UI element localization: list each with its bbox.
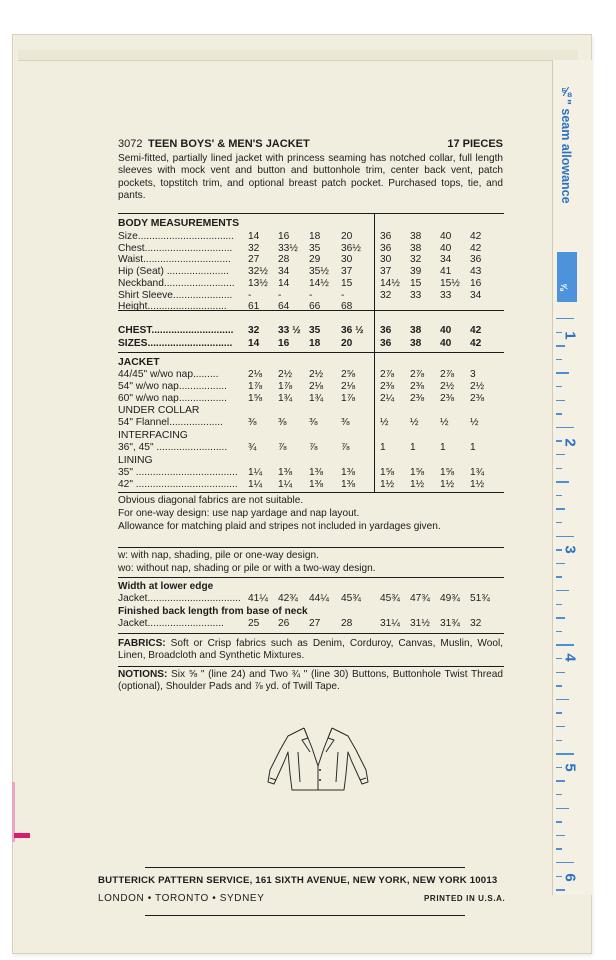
jacket-yardage-row bbox=[118, 381, 504, 393]
back-length-cell: 31½ bbox=[410, 618, 430, 629]
chest-sizes-cell: 20 bbox=[341, 337, 353, 349]
publisher-address: BUTTERICK PATTERN SERVICE, 161 SIXTH AVENUE, NEW YORK, NEW YORK 10013 bbox=[98, 875, 498, 886]
ruler-tick bbox=[556, 590, 569, 591]
jacket-yardage-cell: 2⅞ bbox=[410, 369, 425, 380]
under-collar-cell: ½ bbox=[470, 417, 479, 428]
ruler-tick bbox=[556, 712, 562, 713]
under-collar-row bbox=[118, 417, 504, 429]
body-measurement-cell: 38 bbox=[410, 242, 422, 254]
body-measurement-cell: 36½ bbox=[341, 242, 361, 254]
jacket-yardage-cell: 2⅜ bbox=[410, 393, 425, 404]
body-measurement-cell: 36 bbox=[380, 231, 392, 242]
under-collar-cell: ½ bbox=[440, 417, 449, 428]
width-lower-edge-cell: 47¾ bbox=[410, 593, 430, 604]
body-measurement-row-label: Neckband......................... bbox=[118, 277, 235, 289]
body-measurement-row bbox=[118, 301, 504, 313]
width-lower-edge-cell: 45¾ bbox=[380, 593, 400, 604]
body-measurement-cell: 66 bbox=[309, 301, 321, 313]
body-measurement-cell: 13½ bbox=[248, 277, 268, 289]
ruler-tick bbox=[556, 631, 562, 632]
jacket-yardage-row bbox=[118, 393, 504, 405]
body-measurement-row bbox=[118, 290, 504, 302]
jacket-yardage-cell: 3 bbox=[470, 369, 476, 380]
lining-row bbox=[118, 467, 504, 479]
interfacing-heading: INTERFACING bbox=[118, 430, 188, 441]
notes-divider bbox=[118, 547, 504, 548]
ruler-tick bbox=[556, 359, 562, 360]
jacket-yardage-row-label: 44/45" w/wo nap......... bbox=[118, 369, 219, 380]
fabrics-paragraph bbox=[118, 638, 503, 662]
body-measurement-cell: 32 bbox=[380, 289, 392, 301]
lining-cell: 1⅝ bbox=[410, 467, 425, 478]
jacket-yardage-cell: 2⅜ bbox=[410, 381, 425, 392]
seam-allowance-box-label: ⅝ bbox=[558, 283, 569, 291]
publisher-cities: LONDON • TORONTO • SYDNEY bbox=[98, 893, 265, 904]
back-length-cell: 32 bbox=[470, 618, 482, 629]
ruler-tick bbox=[556, 345, 565, 346]
note-with-nap: w: with nap, shading, pile or one-way design. bbox=[118, 550, 319, 561]
back-length-cell: 31¾ bbox=[440, 618, 460, 629]
back-length-cell: 27 bbox=[309, 618, 321, 629]
body-measurement-cell: 29 bbox=[309, 254, 321, 266]
lining-cell: 1⅜ bbox=[309, 467, 324, 478]
lining-cell: 1½ bbox=[380, 479, 395, 490]
width-lower-edge-cell: 42¾ bbox=[278, 593, 298, 604]
ruler-tick bbox=[556, 318, 574, 319]
fabrics-label: FABRICS: bbox=[118, 638, 166, 649]
lining-cell: 1⅜ bbox=[309, 479, 324, 490]
chest-sizes-row bbox=[118, 325, 504, 337]
body-measurement-cell: 16 bbox=[278, 231, 290, 242]
ruler-tick bbox=[556, 780, 565, 781]
pattern-header bbox=[118, 138, 503, 203]
body-measurement-cell: - bbox=[341, 289, 345, 301]
lining-row-label: 42" .................................... bbox=[118, 479, 238, 490]
seam-allowance-label: ⅝" seam allowance bbox=[559, 85, 573, 204]
body-measurement-cell: 18 bbox=[309, 231, 321, 242]
ruler-tick bbox=[556, 495, 562, 496]
lining-cell: 1⅝ bbox=[380, 467, 395, 478]
body-measurement-cell: 14½ bbox=[380, 277, 400, 289]
lining-cell: 1½ bbox=[470, 479, 485, 490]
under-collar-row-label: 54" Flannel................... bbox=[118, 417, 223, 428]
ruler-tick bbox=[556, 481, 569, 482]
ruler-tick bbox=[556, 794, 562, 795]
printed-in: PRINTED IN U.S.A. bbox=[424, 894, 506, 903]
under-collar-cell: ⅜ bbox=[341, 417, 350, 428]
interfacing-row-label: 36", 45" ......................... bbox=[118, 442, 228, 453]
ruler-tick bbox=[556, 386, 562, 387]
footer-rule-top bbox=[145, 867, 465, 868]
lining-row bbox=[118, 479, 504, 491]
body-measurement-cell: 30 bbox=[341, 254, 353, 266]
body-measurement-cell: 32½ bbox=[248, 266, 268, 278]
jacket-yardage-cell: 2⅛ bbox=[309, 381, 324, 392]
back-length-cell: 31¼ bbox=[380, 618, 400, 629]
width-lower-edge-row-label: Jacket................................. bbox=[118, 593, 241, 604]
chest-sizes-cell: 38 bbox=[410, 325, 422, 336]
jacket-yardage-cell: 1⅞ bbox=[341, 393, 356, 404]
table-rule-sizes bbox=[118, 352, 504, 353]
body-measurement-cell: 37 bbox=[341, 266, 353, 278]
ruler-tick bbox=[556, 726, 565, 727]
ruler-tick bbox=[556, 889, 565, 890]
ruler-tick bbox=[556, 563, 565, 564]
body-measurement-cell: 37 bbox=[380, 266, 392, 278]
pieces-count: 17 PIECES bbox=[447, 138, 503, 150]
body-measurement-cell: 20 bbox=[341, 231, 353, 242]
jacket-yardage-row bbox=[118, 369, 504, 381]
ruler-tick bbox=[556, 604, 562, 605]
chest-sizes-cell: 32 bbox=[248, 325, 260, 336]
under-collar-cell: ½ bbox=[380, 417, 389, 428]
body-measurement-cell: 39 bbox=[410, 266, 422, 278]
body-measurement-cell: 36 bbox=[470, 254, 482, 266]
ruler-tick bbox=[556, 644, 574, 645]
body-measurement-row-label: Height............................ bbox=[118, 301, 227, 313]
interfacing-cell: ⅞ bbox=[341, 442, 350, 453]
chest-sizes-cell: 35 bbox=[309, 325, 321, 336]
body-measurement-cell: 35 bbox=[309, 242, 321, 254]
back-length-cell: 25 bbox=[248, 618, 260, 629]
interfacing-row bbox=[118, 442, 504, 454]
width-lower-edge-row bbox=[118, 593, 504, 605]
body-measurement-cell: 15½ bbox=[440, 277, 460, 289]
body-measurement-cell: 32 bbox=[410, 254, 422, 266]
jacket-yardage-cell: 2⅜ bbox=[380, 381, 395, 392]
chest-sizes-row bbox=[118, 338, 504, 350]
body-measurement-cell: 61 bbox=[248, 301, 260, 313]
pattern-title: TEEN BOYS' & MEN'S JACKET bbox=[148, 138, 310, 150]
body-measurement-row bbox=[118, 278, 504, 290]
body-measurement-row bbox=[118, 243, 504, 255]
ruler-tick bbox=[556, 454, 565, 455]
body-measurement-row-label: Size.................................. bbox=[118, 231, 235, 242]
ruler-tick bbox=[556, 821, 562, 822]
width-lower-edge-cell: 41¼ bbox=[248, 593, 268, 604]
ruler-number-5: 5 bbox=[561, 763, 579, 772]
note-diagonal: Obvious diagonal fabrics are not suitable. bbox=[118, 495, 304, 506]
body-measurement-cell: 42 bbox=[470, 231, 482, 242]
body-measurements-heading: BODY MEASUREMENTS bbox=[118, 218, 240, 229]
note-without-nap: wo: without nap, shading or pile or with a two-way design. bbox=[118, 563, 376, 574]
fabrics-divider bbox=[118, 666, 504, 667]
body-measurement-row-label: Waist............................... bbox=[118, 254, 231, 266]
ruler-tick bbox=[556, 427, 574, 428]
under-collar-cell: ⅜ bbox=[248, 417, 257, 428]
jacket-yardage-cell: 2⅛ bbox=[248, 369, 263, 380]
note-plaid: Allowance for matching plaid and stripes not included in yardages given. bbox=[118, 521, 441, 532]
chest-sizes-row-label: CHEST............................. bbox=[118, 325, 234, 336]
lining-cell: 1⅝ bbox=[440, 467, 455, 478]
chest-sizes-row-label: SIZES.............................. bbox=[118, 337, 233, 349]
ruler-tick bbox=[556, 672, 565, 673]
width-lower-edge-cell: 45¾ bbox=[341, 593, 361, 604]
lining-heading: LINING bbox=[118, 455, 153, 466]
chest-sizes-cell: 42 bbox=[470, 337, 482, 349]
ruler-number-4: 4 bbox=[561, 653, 579, 662]
chest-sizes-cell: 42 bbox=[470, 325, 482, 336]
ruler-tick bbox=[556, 753, 574, 754]
body-measurement-cell: 41 bbox=[440, 266, 452, 278]
ruler-tick bbox=[556, 522, 562, 523]
body-measurement-cell: 30 bbox=[380, 254, 392, 266]
body-measurement-cell: 14 bbox=[248, 231, 260, 242]
back-length-cell: 26 bbox=[278, 618, 290, 629]
pattern-description: Semi-fitted, partially lined jacket with princess seaming has notched collar, full length sleeves with mock vent and button and buttonhole trim, center back vent, patch pockets, topstitch trim, and optional breast patch pocket. Purchased tops, tie, and pants. bbox=[118, 153, 503, 202]
body-measurement-cell: 28 bbox=[278, 254, 290, 266]
interfacing-cell: ⅞ bbox=[309, 442, 318, 453]
seam-allowance-box bbox=[557, 252, 577, 302]
lining-cell: 1¼ bbox=[248, 467, 263, 478]
ruler-number-1: 1 bbox=[561, 331, 579, 340]
body-measurement-cell: 14½ bbox=[309, 277, 329, 289]
lining-cell: 1¼ bbox=[248, 479, 263, 490]
ruler-number-2: 2 bbox=[561, 438, 579, 447]
jacket-yardage-cell: 2½ bbox=[309, 369, 324, 380]
garment-divider-top bbox=[118, 577, 504, 578]
jacket-yardage-cell: 2⅜ bbox=[470, 393, 485, 404]
ruler-tick bbox=[556, 468, 562, 469]
body-measurement-cell: 15 bbox=[410, 277, 422, 289]
body-measurement-cell: 32 bbox=[248, 242, 260, 254]
body-measurement-cell: 15 bbox=[341, 277, 353, 289]
body-measurement-cell: 34 bbox=[278, 266, 290, 278]
chest-sizes-cell: 36 bbox=[380, 337, 392, 349]
body-measurement-cell: 42 bbox=[470, 242, 482, 254]
pink-tab-mark bbox=[14, 833, 30, 838]
body-measurement-row-label: Shirt Sleeve..................... bbox=[118, 289, 233, 301]
body-measurement-cell: 34 bbox=[440, 254, 452, 266]
width-lower-edge-cell: 44¼ bbox=[309, 593, 329, 604]
jacket-yardage-cell: 2½ bbox=[470, 381, 485, 392]
envelope-flap bbox=[18, 50, 578, 61]
pattern-title-row bbox=[118, 138, 503, 152]
jacket-yardage-cell: 1⅞ bbox=[248, 381, 263, 392]
ruler-tick bbox=[556, 699, 569, 700]
body-measurement-cell: 64 bbox=[278, 301, 290, 313]
lining-cell: 1⅜ bbox=[278, 467, 293, 478]
body-measurement-row-label: Chest............................... bbox=[118, 242, 233, 254]
jacket-yardage-cell: 1⅞ bbox=[278, 381, 293, 392]
jacket-yardage-cell: 2½ bbox=[440, 381, 455, 392]
body-measurement-row bbox=[118, 254, 504, 266]
body-measurement-cell: 36 bbox=[380, 242, 392, 254]
under-collar-cell: ½ bbox=[410, 417, 419, 428]
note-one-way: For one-way design: use nap yardage and nap layout. bbox=[118, 508, 360, 519]
body-measurement-row bbox=[118, 231, 504, 243]
jacket-yardage-cell: 2⅞ bbox=[440, 369, 455, 380]
ruler-number-3: 3 bbox=[561, 545, 579, 554]
lining-cell: 1⅜ bbox=[341, 467, 356, 478]
body-measurement-cell: - bbox=[309, 289, 313, 301]
interfacing-cell: ¾ bbox=[248, 442, 257, 453]
back-length-row bbox=[118, 618, 504, 630]
footer-rule-bottom bbox=[145, 915, 465, 916]
lining-cell: 1¼ bbox=[278, 479, 293, 490]
notions-label: NOTIONS: bbox=[118, 669, 168, 680]
width-lower-edge-cell: 49¾ bbox=[440, 593, 460, 604]
jacket-yardage-cell: 1⅝ bbox=[248, 393, 263, 404]
jacket-yardage-row-label: 54" w/wo nap................. bbox=[118, 381, 227, 392]
chest-sizes-cell: 16 bbox=[278, 337, 290, 349]
ruler-tick bbox=[556, 508, 565, 509]
body-measurement-row-label: Hip (Seat) ...................... bbox=[118, 266, 229, 278]
chest-sizes-cell: 38 bbox=[410, 337, 422, 349]
ruler-tick bbox=[556, 536, 574, 537]
chest-sizes-cell: 36 ½ bbox=[341, 325, 364, 336]
length-heading: Finished back length from base of neck bbox=[118, 606, 308, 617]
ruler-tick bbox=[556, 576, 562, 577]
chest-sizes-cell: 18 bbox=[309, 337, 321, 349]
fabrics-text: Soft or Crisp fabrics such as Denim, Corduroy, Canvas, Muslin, Wool, Linen, Broadcloth and Synthetic Mixtures. bbox=[118, 638, 503, 662]
jacket-yardage-cell: 2⅜ bbox=[440, 393, 455, 404]
interfacing-cell: ⅞ bbox=[278, 442, 287, 453]
body-measurement-cell: 43 bbox=[470, 266, 482, 278]
interfacing-cell: 1 bbox=[410, 442, 416, 453]
body-measurement-cell: 34 bbox=[470, 289, 482, 301]
lining-cell: 1½ bbox=[410, 479, 425, 490]
back-length-row-label: Jacket........................... bbox=[118, 618, 224, 629]
ruler-tick bbox=[556, 413, 562, 414]
body-measurement-cell: - bbox=[278, 289, 282, 301]
ruler-tick bbox=[556, 835, 565, 836]
lining-row-label: 35" .................................... bbox=[118, 467, 238, 478]
pattern-number: 3072 bbox=[118, 138, 143, 150]
under-collar-cell: ⅜ bbox=[309, 417, 318, 428]
ruler-tick bbox=[556, 617, 565, 618]
body-measurement-cell: 16 bbox=[470, 277, 482, 289]
jacket-yardage-cell: 2¼ bbox=[380, 393, 395, 404]
notions-text: Six ⅝ " (line 24) and Two ¾ " (line 30) Buttons, Buttonhole Twist Thread (optional), Shoulder Pads and ⅞ yd. of Twill Tape. bbox=[118, 669, 503, 693]
ruler-tick bbox=[556, 848, 562, 849]
body-measurement-cell: 38 bbox=[410, 231, 422, 242]
interfacing-cell: 1 bbox=[470, 442, 476, 453]
under-collar-cell: ⅜ bbox=[278, 417, 287, 428]
ruler-tick bbox=[556, 862, 574, 863]
chest-sizes-cell: 40 bbox=[440, 325, 452, 336]
body-measurement-cell: 33 bbox=[440, 289, 452, 301]
jacket-yardage-cell: 1¾ bbox=[309, 393, 324, 404]
lining-cell: 1¾ bbox=[470, 467, 485, 478]
chest-sizes-cell: 40 bbox=[440, 337, 452, 349]
jacket-yardage-cell: 2⅝ bbox=[341, 369, 356, 380]
ruler-tick bbox=[556, 400, 565, 401]
under-collar-heading: UNDER COLLAR bbox=[118, 405, 200, 416]
ruler-tick bbox=[556, 685, 562, 686]
interfacing-cell: 1 bbox=[380, 442, 386, 453]
ruler-tick bbox=[556, 740, 562, 741]
body-measurement-cell: 27 bbox=[248, 254, 260, 266]
body-measurement-cell: 33 bbox=[410, 289, 422, 301]
yardage-table bbox=[118, 213, 504, 493]
chest-sizes-cell: 33 ½ bbox=[278, 325, 301, 336]
jacket-sketch bbox=[262, 722, 374, 794]
body-measurement-cell: - bbox=[248, 289, 252, 301]
width-heading: Width at lower edge bbox=[118, 581, 214, 592]
back-length-cell: 28 bbox=[341, 618, 353, 629]
chest-sizes-cell: 36 bbox=[380, 325, 392, 336]
jacket-yardage-cell: 2⅞ bbox=[380, 369, 395, 380]
ruler-tick bbox=[556, 808, 569, 809]
jacket-yardage-cell: 2½ bbox=[278, 369, 293, 380]
body-measurement-cell: 33½ bbox=[278, 242, 298, 254]
ruler-tick bbox=[556, 372, 569, 373]
width-lower-edge-cell: 51¾ bbox=[470, 593, 490, 604]
lining-cell: 1⅜ bbox=[341, 479, 356, 490]
lining-cell: 1½ bbox=[440, 479, 455, 490]
ruler-number-6: 6 bbox=[561, 873, 579, 882]
body-measurement-cell: 40 bbox=[440, 242, 452, 254]
body-measurement-cell: 68 bbox=[341, 301, 353, 313]
jacket-heading: JACKET bbox=[118, 357, 160, 368]
body-measurement-cell: 40 bbox=[440, 231, 452, 242]
garment-divider-bottom bbox=[118, 633, 504, 634]
interfacing-cell: 1 bbox=[440, 442, 446, 453]
body-measurement-cell: 35½ bbox=[309, 266, 329, 278]
notions-paragraph bbox=[118, 669, 503, 693]
body-measurement-cell: 14 bbox=[278, 277, 290, 289]
body-measurement-row bbox=[118, 266, 504, 278]
chest-sizes-cell: 14 bbox=[248, 337, 260, 349]
jacket-yardage-cell: 1¾ bbox=[278, 393, 293, 404]
jacket-yardage-row-label: 60" w/wo nap................. bbox=[118, 393, 227, 404]
jacket-yardage-cell: 2⅛ bbox=[341, 381, 356, 392]
